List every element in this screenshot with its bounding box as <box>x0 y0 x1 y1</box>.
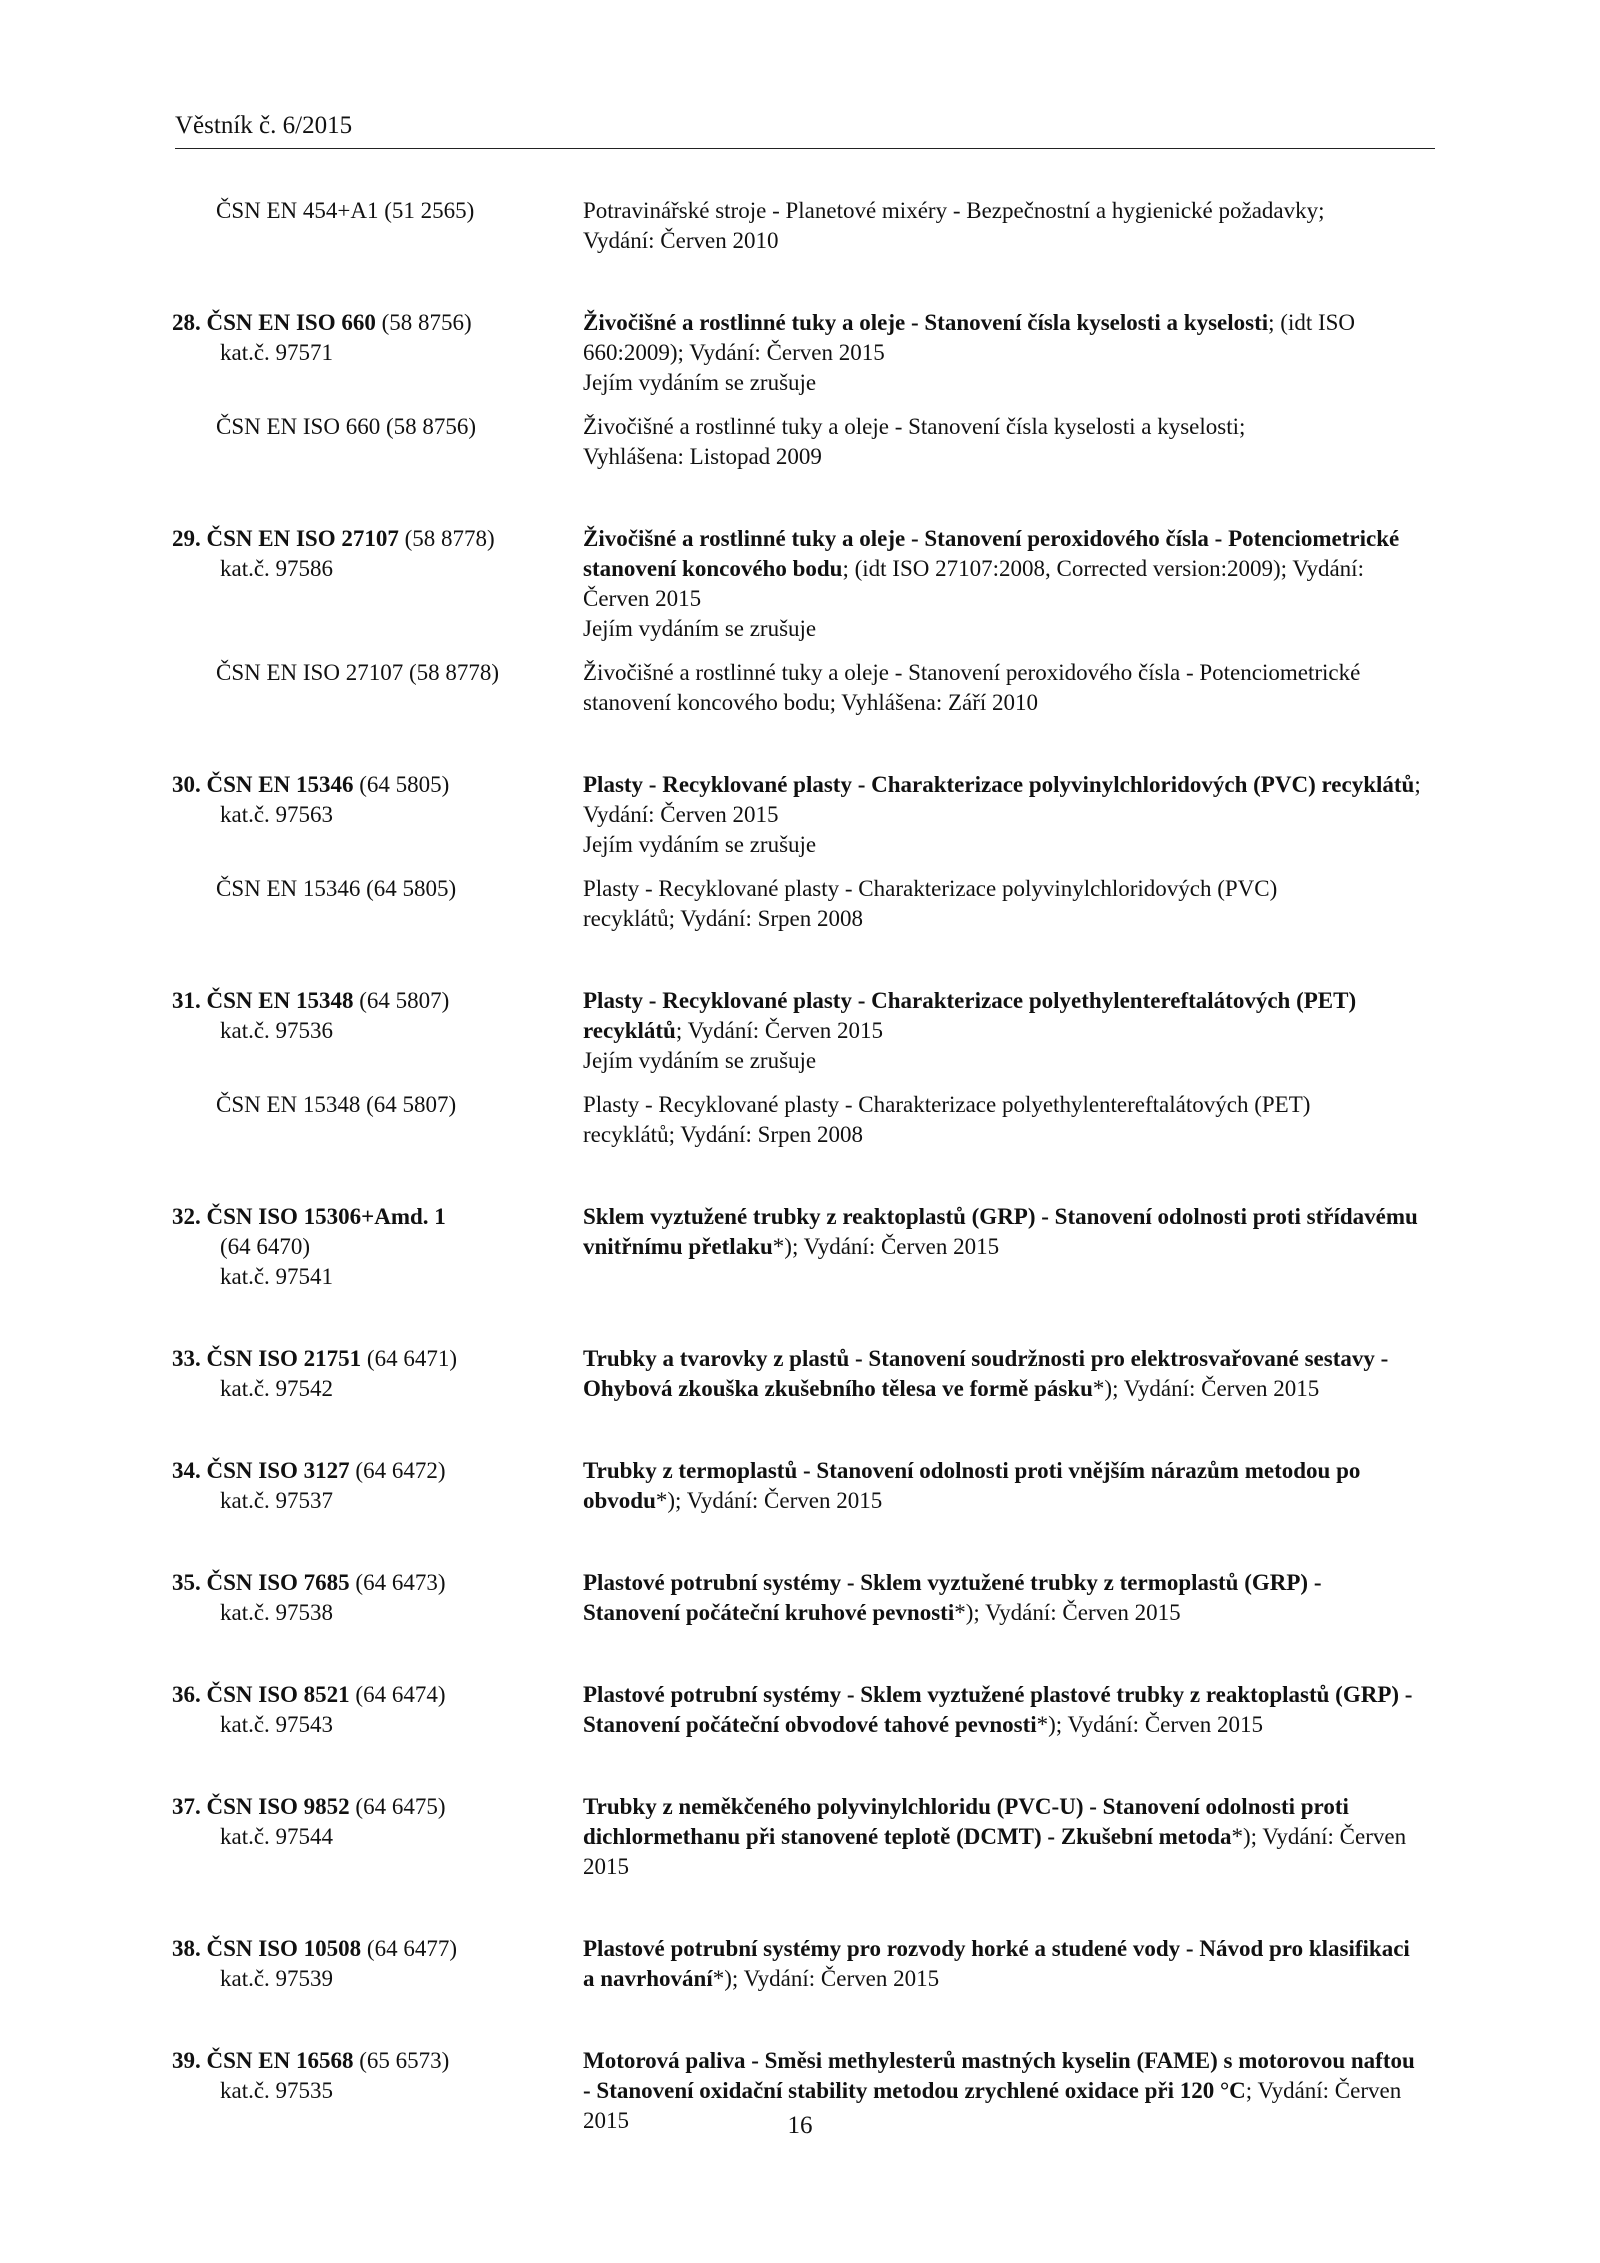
withdrawn-standard-row <box>0 658 1600 718</box>
new-standard-row <box>0 524 1600 644</box>
standard-entry <box>0 1934 1600 1994</box>
withdrawn-standard-code: ČSN EN 15348 (64 5807) <box>216 1092 457 1117</box>
replaces-label: Jejím vydáním se zrušuje <box>583 370 817 395</box>
withdrawn-standard-code: ČSN EN ISO 27107 (58 8778) <box>216 660 500 685</box>
page-number: 16 <box>787 2112 813 2139</box>
standard-code: 32. ČSN ISO 15306+Amd. 1 (64 6470) kat.č. 97541 <box>0 1202 583 1292</box>
catalog-number: kat.č. 97536 <box>220 1018 334 1043</box>
new-standard-row <box>0 1792 1600 1882</box>
standard-code: 33. ČSN ISO 21751 (64 6471) kat.č. 97542 <box>0 1344 583 1404</box>
standard-code: 37. ČSN ISO 9852 (64 6475) kat.č. 97544 <box>0 1792 583 1882</box>
standard-title: Plastové potrubní systémy pro rozvody horké a studené vody - Návod pro klasifikaci a navrhování*); Vydání: Červen 2015 <box>583 1936 1410 1991</box>
standard-title: Plastové potrubní systémy - Sklem vyztužené trubky z termoplastů (GRP) - Stanovení počáteční kruhové pevnosti*); Vydání: Červen 2015 <box>583 1570 1322 1625</box>
withdrawn-standard-title: Živočišné a rostlinné tuky a oleje - Stanovení peroxidového čísla - Potenciometrické stanovení koncového bodu; Vyhlášena: Září 2010 <box>583 660 1361 715</box>
catalog-number: kat.č. 97544 <box>220 1824 334 1849</box>
standard-code: 39. ČSN EN 16568 (65 6573) kat.č. 97535 <box>0 2046 583 2136</box>
journal-title: Věstník č. 6/2015 <box>175 112 353 139</box>
catalog-number: kat.č. 97543 <box>220 1712 334 1737</box>
new-standard-row <box>0 1202 1600 1292</box>
standard-title: Živočišné a rostlinné tuky a oleje - Stanovení čísla kyselosti a kyselosti; (idt ISO 660:2009); Vydání: Červen 2015 Jejím vydáním se zrušuje <box>583 310 1356 395</box>
new-standard-row <box>0 770 1600 860</box>
standards-list <box>0 196 1600 2188</box>
new-standard-row <box>0 1456 1600 1516</box>
withdrawn-standard-row <box>0 412 1600 472</box>
catalog-number: kat.č. 97541 <box>220 1264 334 1289</box>
catalog-number: kat.č. 97535 <box>220 2078 334 2103</box>
standard-entry <box>0 1456 1600 1516</box>
withdrawn-standard-code: ČSN EN 454+A1 (51 2565) <box>216 198 475 223</box>
standard-entry <box>0 770 1600 934</box>
new-standard-row <box>0 1568 1600 1628</box>
catalog-number: kat.č. 97571 <box>220 340 334 365</box>
standard-entry <box>0 1568 1600 1628</box>
standard-entry <box>0 308 1600 472</box>
withdrawn-standard-row <box>0 1090 1600 1150</box>
new-standard-row <box>0 986 1600 1076</box>
standard-title: Motorová paliva - Směsi methylesterů mastných kyselin (FAME) s motorovou naftou - Stanovení oxidační stability metodou zrychlené oxidace při 120 °C; Vydání: Červen 2015 <box>583 2048 1415 2133</box>
standard-title: Sklem vyztužené trubky z reaktoplastů (GRP) - Stanovení odolnosti proti střídavému vnitřnímu přetlaku*); Vydání: Červen 2015 <box>583 1204 1418 1259</box>
replaces-label: Jejím vydáním se zrušuje <box>583 616 817 641</box>
withdrawn-standard-row <box>0 196 1600 256</box>
standard-entry <box>0 1680 1600 1740</box>
standard-title: Trubky a tvarovky z plastů - Stanovení soudržnosti pro elektrosvařované sestavy - Ohybová zkouška zkušebního tělesa ve formě pásku*); Vydání: Červen 2015 <box>583 1346 1389 1401</box>
catalog-number: kat.č. 97542 <box>220 1376 334 1401</box>
standard-code: 29. ČSN EN ISO 27107 (58 8778) kat.č. 97586 <box>0 524 583 644</box>
standard-code: 35. ČSN ISO 7685 (64 6473) kat.č. 97538 <box>0 1568 583 1628</box>
standard-title: Plastové potrubní systémy - Sklem vyztužené plastové trubky z reaktoplastů (GRP) - Stanovení počáteční obvodové tahové pevnosti*); Vydání: Červen 2015 <box>583 1682 1413 1737</box>
catalog-number: kat.č. 97537 <box>220 1488 334 1513</box>
standard-code: 36. ČSN ISO 8521 (64 6474) kat.č. 97543 <box>0 1680 583 1740</box>
new-standard-row <box>0 1934 1600 1994</box>
catalog-number: kat.č. 97538 <box>220 1600 334 1625</box>
withdrawn-standard-title: Živočišné a rostlinné tuky a oleje - Stanovení čísla kyselosti a kyselosti; Vyhlášena: Listopad 2009 <box>583 414 1246 469</box>
standard-code: 28. ČSN EN ISO 660 (58 8756) kat.č. 97571 <box>0 308 583 398</box>
standard-code: 38. ČSN ISO 10508 (64 6477) kat.č. 97539 <box>0 1934 583 1994</box>
standard-title: Plasty - Recyklované plasty - Charakterizace polyvinylchloridových (PVC) recyklátů; Vydání: Červen 2015 Jejím vydáním se zrušuje <box>583 772 1421 857</box>
standard-code: 30. ČSN EN 15346 (64 5805) kat.č. 97563 <box>0 770 583 860</box>
page-header <box>175 110 1435 149</box>
new-standard-row <box>0 308 1600 398</box>
standard-entry <box>0 986 1600 1150</box>
replaces-label: Jejím vydáním se zrušuje <box>583 1048 817 1073</box>
standard-entry <box>0 196 1600 256</box>
withdrawn-standard-title: Plasty - Recyklované plasty - Charakterizace polyvinylchloridových (PVC) recyklátů; Vydání: Srpen 2008 <box>583 876 1278 931</box>
standard-entry <box>0 1202 1600 1292</box>
standard-title: Plasty - Recyklované plasty - Charakterizace polyethylentereftalátových (PET) recyklátů; Vydání: Červen 2015 Jejím vydáním se zrušuje <box>583 988 1357 1073</box>
standard-entry <box>0 1344 1600 1404</box>
catalog-number: kat.č. 97563 <box>220 802 334 827</box>
new-standard-row <box>0 1344 1600 1404</box>
standard-title: Živočišné a rostlinné tuky a oleje - Stanovení peroxidového čísla - Potenciometrické stanovení koncového bodu; (idt ISO 27107:2008, Corrected version:2009); Vydání: Červen 2015 Jejím vydáním se zrušuje <box>583 526 1400 641</box>
withdrawn-standard-title: Potravinářské stroje - Planetové mixéry - Bezpečnostní a hygienické požadavky; Vydání: Červen 2010 <box>583 198 1325 253</box>
standard-code: 31. ČSN EN 15348 (64 5807) kat.č. 97536 <box>0 986 583 1076</box>
withdrawn-standard-code: ČSN EN ISO 660 (58 8756) <box>216 414 477 439</box>
standard-code: 34. ČSN ISO 3127 (64 6472) kat.č. 97537 <box>0 1456 583 1516</box>
new-standard-row <box>0 1680 1600 1740</box>
catalog-number: kat.č. 97586 <box>220 556 334 581</box>
standard-title: Trubky z termoplastů - Stanovení odolnosti proti vnějším nárazům metodou po obvodu*); Vydání: Červen 2015 <box>583 1458 1361 1513</box>
withdrawn-standard-title: Plasty - Recyklované plasty - Charakterizace polyethylentereftalátových (PET) recyklátů; Vydání: Srpen 2008 <box>583 1092 1311 1147</box>
standard-title: Trubky z neměkčeného polyvinylchloridu (PVC-U) - Stanovení odolnosti proti dichlormethanu při stanovené teplotě (DCMT) - Zkušební metoda*); Vydání: Červen 2015 <box>583 1794 1407 1879</box>
catalog-number: kat.č. 97539 <box>220 1966 334 1991</box>
replaces-label: Jejím vydáním se zrušuje <box>583 832 817 857</box>
standard-entry <box>0 524 1600 718</box>
standard-entry <box>0 1792 1600 1882</box>
withdrawn-standard-row <box>0 874 1600 934</box>
code-number: (64 6470) <box>220 1234 311 1259</box>
withdrawn-standard-code: ČSN EN 15346 (64 5805) <box>216 876 457 901</box>
